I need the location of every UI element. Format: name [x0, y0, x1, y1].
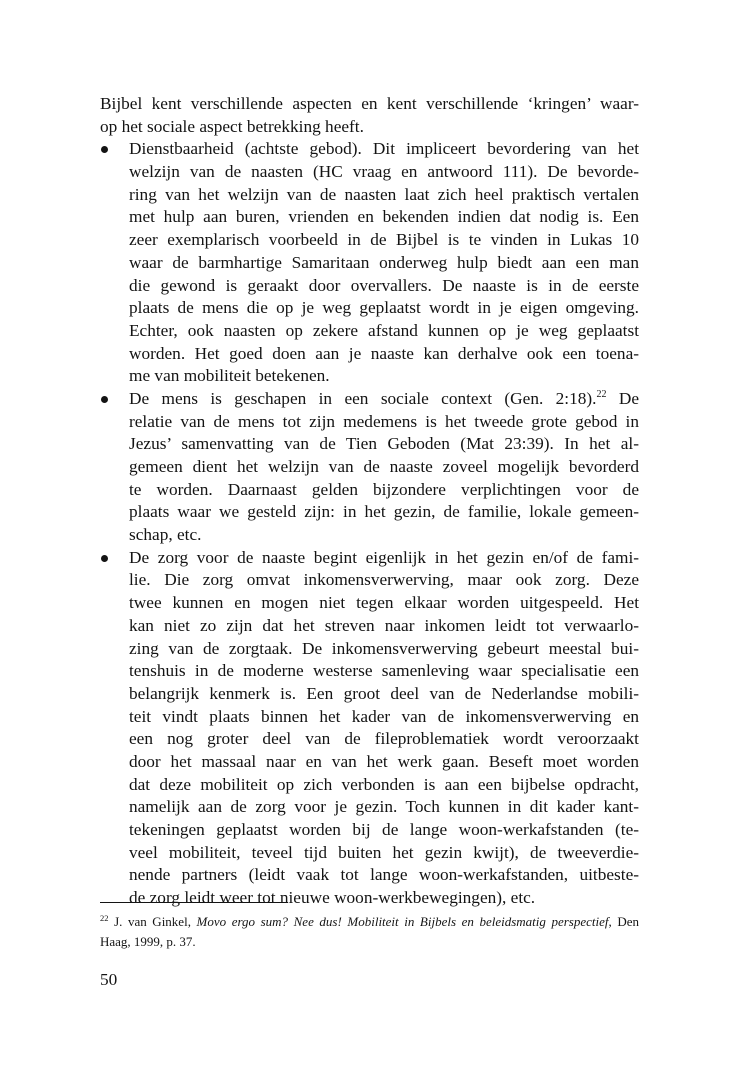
bullet-item-social-context: [100, 388, 639, 547]
footnote: [100, 912, 639, 952]
text-line: kan niet zo zijn dat het streven naar inkomen leidt tot verwaarlo-: [129, 615, 639, 635]
text-line: veel mobiliteit, teveel tijd buiten het gezin kwijt), de tweeverdie-: [129, 842, 639, 862]
footnote-title: Movo ergo sum? Nee dus! Mobiliteit in Bijbels en beleidsmatig perspectief: [196, 914, 609, 929]
text-line: plaats de mens die op je weg geplaatst wordt in je eigen omgeving.: [129, 298, 639, 318]
bullet-icon: [100, 547, 110, 570]
bullet-item-service: [100, 138, 639, 388]
text-line: [129, 388, 639, 411]
footnote-number: 22: [100, 913, 109, 923]
text-line: twee kunnen en mogen niet tegen elkaar worden uitgespeeld. Het: [129, 593, 639, 613]
text-line: gemeen dient het welzijn van de naaste zoveel mogelijk bevorderd: [129, 457, 639, 476]
text-line: op het sociale aspect betrekking heeft.: [100, 116, 364, 136]
text-line: tekeningen geplaatst worden bij de lange woon-werkafstanden (te-: [129, 820, 639, 839]
text-line: teit vindt plaats binnen het kader van de inkomensverwerving en: [129, 706, 639, 726]
page-number: 50: [100, 970, 118, 989]
text-line: een nog groter deel van de fileproblematiek wordt veroorzaakt: [129, 729, 639, 749]
footnote-reference[interactable]: 22: [596, 388, 607, 400]
text-line: zeer exemplarisch voorbeeld in de Bijbel is te vinden in Lukas 10: [129, 230, 639, 250]
text-line: die gewond is geraakt door overvallers. De naaste is in de eerste: [129, 275, 639, 295]
intro-paragraph: [100, 93, 639, 138]
text-line: Dienstbaarheid (achtste gebod). Dit impliceert bevordering van het: [129, 139, 639, 159]
text-line: worden. Het goed doen aan je naaste kan derhalve ook een toena-: [129, 343, 639, 363]
text-segment: De mens is geschapen in een sociale context (Gen. 2:18).: [129, 388, 597, 408]
text-line: ring van het welzijn van de naasten laat zich heel praktisch vertalen: [129, 184, 639, 204]
bullet-icon: [100, 388, 110, 411]
footnote-separator: [100, 902, 288, 903]
text-line: me van mobiliteit betekenen.: [129, 366, 330, 386]
text-line: plaats waar we gesteld zijn: in het gezin, de familie, lokale gemeen-: [129, 502, 639, 522]
text-line: dat deze mobiliteit op zich verbonden is aan een bijbelse opdracht,: [129, 774, 639, 794]
footnote-author: J. van Ginkel,: [108, 914, 197, 929]
text-line: zing van de zorgtaak. De inkomensverwerving gebeurt meestal bui-: [129, 638, 639, 658]
text-line: Echter, ook naasten op zekere afstand kunnen op je weg geplaatst: [129, 320, 639, 340]
footnote-text: , Den: [608, 914, 639, 929]
text-line: schap, etc.: [129, 525, 202, 545]
text-line: Jezus’ samenvatting van de Tien Geboden (Mat 23:39). In het al-: [129, 434, 639, 454]
text-line: belangrijk kenmerk is. Een groot deel van de Nederlandse mobili-: [129, 683, 639, 703]
text-line: te worden. Daarnaast gelden bijzondere verplichtingen voor de: [129, 479, 639, 499]
bullet-item-care: [100, 547, 639, 910]
text-line: relatie van de mens tot zijn medemens is het tweede grote gebod in: [129, 411, 639, 431]
text-line: namelijk aan de zorg voor je gezin. Toch kunnen in dit kader kant-: [129, 797, 639, 817]
text-line: met hulp aan buren, vrienden en bekenden indien dat nodig is. Een: [129, 207, 639, 227]
text-line: tenshuis in de moderne westerse samenleving waar specialisatie een: [129, 661, 639, 681]
page-body: [100, 93, 639, 910]
text-line: lie. Die zorg omvat inkomensverwerving, maar ook zorg. Deze: [129, 570, 639, 590]
bullet-icon: [100, 138, 110, 161]
text-line: Bijbel kent verschillende aspecten en kent verschillende ‘kringen’ waar-: [100, 94, 639, 113]
text-line: welzijn van de naasten (HC vraag en antwoord 111). De bevorde-: [129, 162, 639, 182]
text-line: door het massaal naar en van het werk gaan. Beseft moet worden: [129, 751, 639, 771]
text-line: waar de barmhartige Samaritaan onderweg hulp biedt aan een man: [129, 252, 639, 272]
footnote-line: [100, 912, 639, 932]
text-line: De zorg voor de naaste begint eigenlijk in het gezin en/of de fami-: [129, 547, 639, 567]
text-segment: De: [606, 388, 639, 408]
text-line: de zorg leidt weer tot nieuwe woon-werkbewegingen), etc.: [129, 888, 536, 908]
footnote-line: Haag, 1999, p. 37.: [100, 934, 196, 949]
text-line: nende partners (leidt vaak tot lange woon-werkafstanden, uitbeste-: [129, 865, 639, 885]
